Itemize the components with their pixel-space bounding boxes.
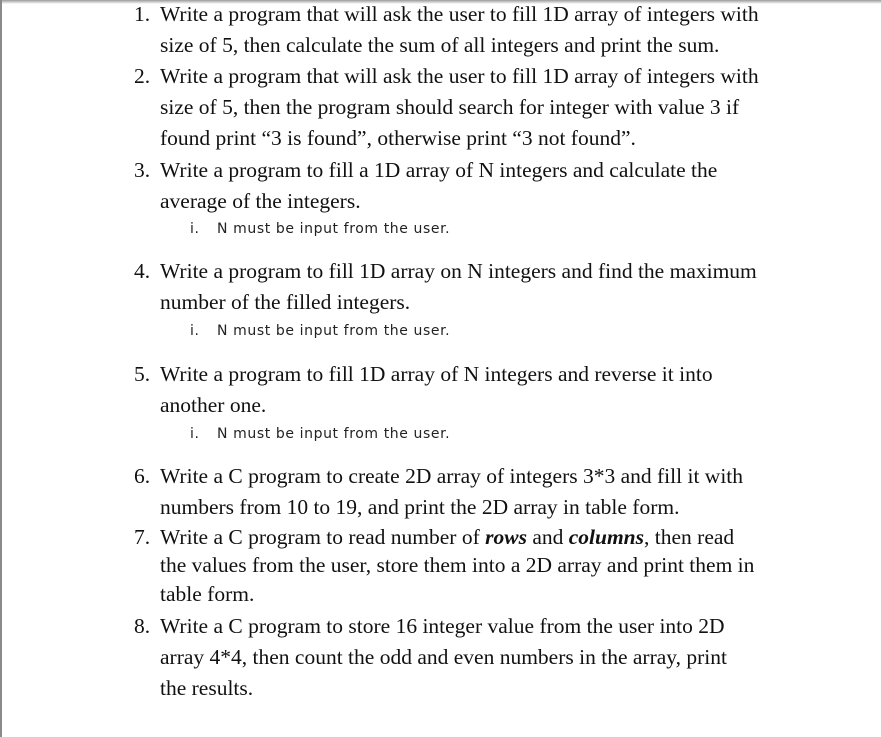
emphasis-rows: rows <box>485 525 527 549</box>
item-1-line: Write a program that will ask the user to fill 1D array of integers with <box>160 2 759 26</box>
item-5-line: another one. <box>160 393 267 417</box>
item-7-number: 7. <box>134 525 151 549</box>
item-7-line <box>160 524 734 550</box>
item-4-line: Write a program to fill 1D array on N integers and find the maximum <box>160 259 757 283</box>
item-2-line: Write a program that will ask the user to fill 1D array of integers with <box>160 64 759 88</box>
item-1-line: size of 5, then calculate the sum of all integers and print the sum. <box>160 33 720 57</box>
item-5-sub-text: N must be input from the user. <box>217 426 451 442</box>
emphasis-columns: columns <box>568 525 645 549</box>
item-8-line: Write a C program to store 16 integer value from the user into 2D <box>160 614 725 638</box>
item-4-number: 4. <box>134 259 151 283</box>
item-4-line: number of the filled integers. <box>160 290 411 314</box>
item-1-number: 1. <box>134 2 151 26</box>
item-7-text: , then read <box>644 525 735 549</box>
item-3-sub-number: i. <box>190 221 200 237</box>
item-5-sub-number: i. <box>190 426 200 442</box>
item-6-number: 6. <box>134 464 151 488</box>
item-3-line: average of the integers. <box>160 189 361 213</box>
item-6-line: Write a C program to create 2D array of integers 3*3 and fill it with <box>160 464 744 488</box>
item-8-line: the results. <box>160 676 254 700</box>
item-7-line: the values from the user, store them into a 2D array and print them in <box>160 553 755 577</box>
item-5-line: Write a program to fill 1D array of N integers and reverse it into <box>160 362 713 386</box>
item-2-number: 2. <box>134 64 151 88</box>
item-2-line: size of 5, then the program should search for integer with value 3 if <box>160 95 740 119</box>
item-4-sub-number: i. <box>190 323 200 339</box>
item-6-line: numbers from 10 to 19, and print the 2D array in table form. <box>160 495 680 519</box>
item-7-text: Write a C program to read number of <box>160 525 486 549</box>
page-left-border <box>0 0 2 737</box>
item-8-number: 8. <box>134 614 151 638</box>
item-8-line: array 4*4, then count the odd and even numbers in the array, print <box>160 645 727 669</box>
item-2-line: found print “3 is found”, otherwise print “3 not found”. <box>160 126 636 150</box>
item-3-sub-text: N must be input from the user. <box>217 221 451 237</box>
item-3-line: Write a program to fill a 1D array of N integers and calculate the <box>160 158 718 182</box>
item-4-sub-text: N must be input from the user. <box>217 323 451 339</box>
item-3-number: 3. <box>134 158 151 182</box>
item-5-number: 5. <box>134 362 151 386</box>
item-7-line: table form. <box>160 582 255 606</box>
item-7-text: and <box>526 525 569 549</box>
